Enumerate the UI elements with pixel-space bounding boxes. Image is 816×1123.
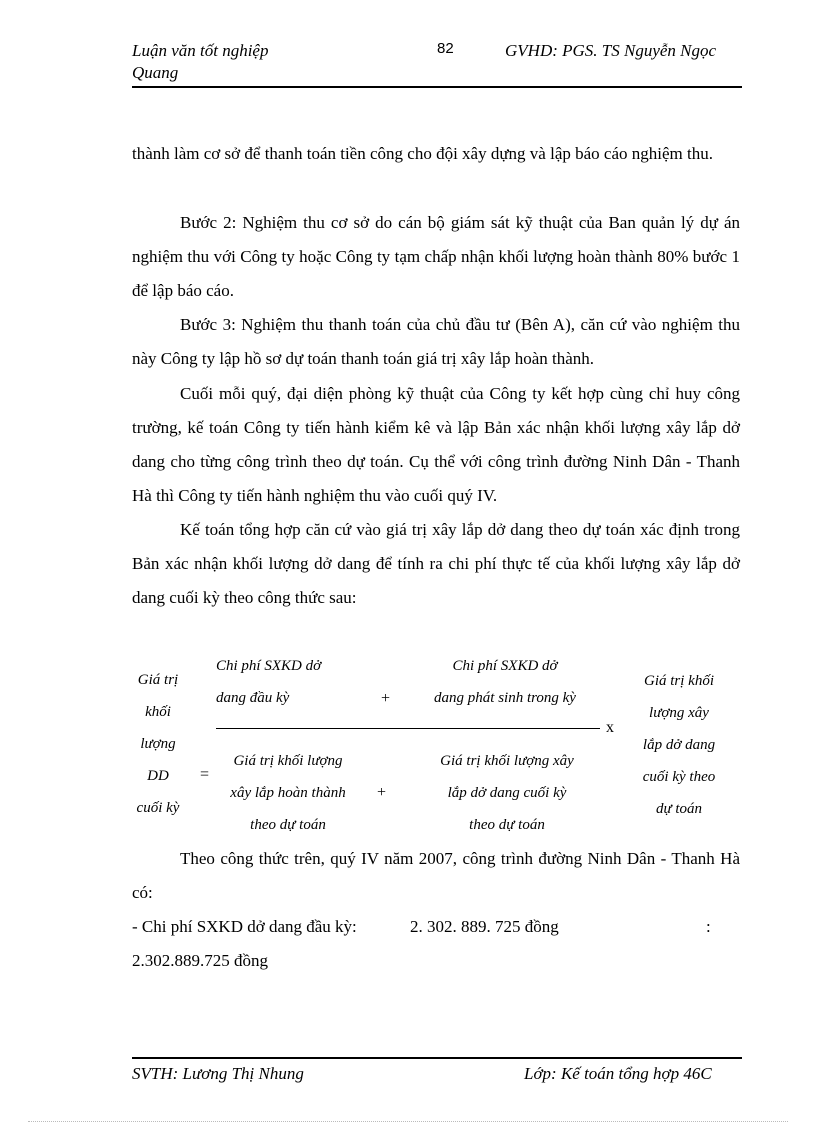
page-edge-dotted-line (28, 1121, 788, 1122)
paragraph-quarter-end: Cuối mỗi quý, đại diện phòng kỹ thuật của Công ty kết hợp cùng chỉ huy công trường, kế toán Công ty tiến hành kiểm kê và lập Bản xác nhận khối lượng xây lắp dở dang cho từng công trình theo dự toán. Cụ thể với công trình đường Ninh Dân - Thanh Hà thì Công ty tiến hành nghiệm thu vào cuối quý IV. (132, 384, 740, 505)
formula-denominator-left: Giá trị khối lượng xây lắp hoàn thành theo dự toán (230, 753, 346, 833)
formula-times: x (606, 719, 614, 736)
cost-line-label: - Chi phí SXKD dở dang đầu kỳ: (132, 917, 357, 936)
footer-left: SVTH: Lương Thị Nhung (132, 1064, 304, 1083)
formula-lhs: Giá trị khối lượng DD cuối kỳ (136, 672, 180, 816)
formula-plus-numerator: + (381, 690, 391, 707)
formula-denominator-right: Giá trị khối lượng xây lắp dở dang cuối kỳ theo dự toán (440, 753, 574, 833)
paragraph-result: Theo công thức trên, quý IV năm 2007, công trình đường Ninh Dân - Thanh Hà có: (132, 849, 740, 902)
footer-right: Lớp: Kế toán tổng hợp 46C (524, 1064, 712, 1083)
cost-line-amount: 2.302.889.725 đồng (132, 951, 268, 970)
header-left: Luận văn tốt nghiệp (132, 41, 269, 60)
page-number: 82 (437, 40, 454, 57)
formula-plus-denominator: + (377, 784, 387, 801)
paragraph-formula-intro: Kế toán tổng hợp căn cứ vào giá trị xây lắp dở dang theo dự toán xác định trong Bản xác nhận khối lượng dở dang để tính ra chi phí thực tế của khối lượng xây lắp dở dang cuối kỳ theo công thức sau: (132, 520, 740, 607)
paragraph-1: thành làm cơ sở để thanh toán tiền công cho đội xây dựng và lập báo cáo nghiệm thu. (132, 144, 713, 163)
header-left-continued: Quang (132, 63, 179, 82)
formula-numerator-left: Chi phí SXKD dở dang đầu kỳ (216, 658, 322, 706)
header-rule (132, 86, 742, 88)
formula-numerator-right: Chi phí SXKD dở dang phát sinh trong kỳ (434, 658, 576, 706)
header-right: GVHD: PGS. TS Nguyễn Ngọc (505, 41, 717, 60)
footer-rule (132, 1057, 742, 1059)
cost-line-colon: : (706, 917, 711, 936)
cost-line-value: 2. 302. 889. 725 đồng (410, 917, 559, 936)
paragraph-step-2: Bước 2: Nghiệm thu cơ sở do cán bộ giám sát kỹ thuật của Ban quản lý dự án nghiệm thu với Công ty hoặc Công ty tạm chấp nhận khối lượng hoàn thành 80% bước 1 để lập báo cáo. (132, 213, 740, 300)
formula-rhs: Giá trị khối lượng xây lắp dở dang cuối kỳ theo dự toán (642, 673, 716, 817)
paragraph-step-3: Bước 3: Nghiệm thu thanh toán của chủ đầu tư (Bên A), căn cứ vào nghiệm thu này Công ty lập hồ sơ dự toán thanh toán giá trị xây lắp hoàn thành. (132, 315, 740, 368)
formula-equals: = (200, 766, 210, 783)
fraction-bar (216, 728, 600, 729)
